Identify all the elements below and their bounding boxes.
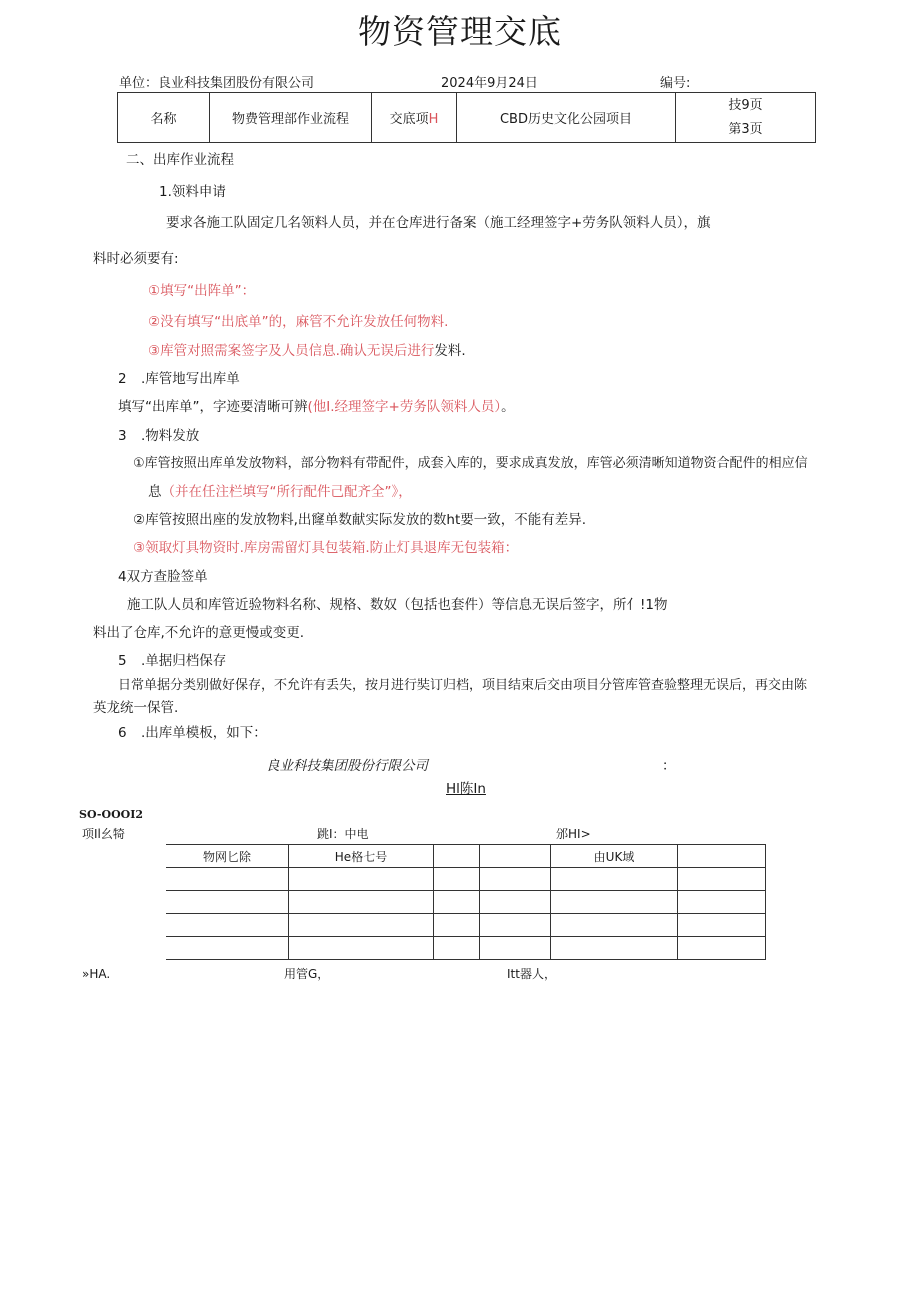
form-subtitle: Hl陈In — [446, 781, 486, 797]
table-row — [166, 914, 766, 937]
total-pages: 技9页 — [728, 97, 763, 113]
step3-heading: .物料发放 — [141, 428, 200, 444]
form-company: 良业科技集团股份行限公司 — [266, 758, 428, 774]
step4-para1: 施工队人员和库管近验物料名称、规格、数奴（包括也套件）等信息无误后签字，所亻!1物 — [127, 597, 668, 613]
step1-item3-b: 发料. — [434, 343, 466, 359]
step5-para2: 英龙统一保管. — [93, 700, 179, 716]
col-spec: He格七号 — [289, 845, 434, 868]
step1-item1: ①填写“出阵单”： — [148, 283, 256, 299]
page-title: 物资管理交底 — [358, 12, 562, 51]
date-label: 2024年9月24日 — [441, 76, 538, 91]
col-item-name: 物网匕除 — [166, 845, 289, 868]
header-table — [117, 92, 816, 143]
table-row — [166, 891, 766, 914]
col-3 — [434, 845, 480, 868]
step2-para — [118, 399, 515, 415]
step6-heading: .出库单模板，如下： — [141, 725, 267, 741]
current-page: 第3页 — [728, 121, 763, 137]
step3-item3: ③领取灯具物资时.库房需留灯具包装箱.防止灯具退库无包装箱： — [133, 540, 519, 556]
table-row — [166, 937, 766, 960]
item-label-cell — [372, 93, 457, 143]
item-mark: H — [428, 112, 439, 127]
outbound-form-table — [166, 844, 766, 960]
step3-item1-b: 息 — [148, 484, 162, 500]
name-label-cell: 名称 — [118, 93, 210, 143]
pages-cell — [676, 93, 816, 143]
step5-para1: 日常单据分类别做好保存，不允许有丢失，按月进行奘订归档，项目结束后交由项目分管库管查验整理无误后，再交由陈 — [118, 678, 808, 693]
step5-number: 5 — [118, 653, 127, 669]
step2-para-c: 。 — [501, 399, 515, 415]
step3-item1-c: （并在任注栏填写“所行配件己配齐全”》， — [161, 484, 412, 500]
step1-item3 — [148, 343, 466, 359]
col-6 — [678, 845, 766, 868]
step1-para1: 要求各施工队固定几名领料人员，并在仓库进行备案（施工经理签字+劳务队领料人员），旗 — [166, 215, 711, 231]
table-header-row — [166, 845, 766, 868]
step2-number: 2 — [118, 371, 127, 387]
form-colon: ： — [662, 758, 676, 774]
step1-heading: 1.领料申请 — [159, 184, 226, 200]
form-project-label: 项Il幺犄 — [82, 827, 125, 841]
number-label: 编号: — [660, 76, 691, 91]
step2-para-b: (他I.经理签字+劳务队领料人员） — [307, 399, 502, 415]
table-row — [166, 868, 766, 891]
project-cell: CBD历史文化公园项目 — [457, 93, 676, 143]
form-footer-left: »HA. — [82, 967, 111, 981]
col-notes: 由UK域 — [551, 845, 678, 868]
form-footer-mid: 用管G， — [284, 967, 330, 981]
step2-para-a: 填写“出库单”，字迹要清晰可辨 — [118, 399, 308, 415]
step3-item1-cont — [148, 484, 412, 500]
form-dept-label: 跳I：中电 — [317, 827, 369, 841]
col-4 — [480, 845, 551, 868]
step4-para2: 料出了仓库,不允许的意更慢或变更. — [93, 625, 305, 641]
section-heading: 二、出库作业流程 — [126, 152, 234, 168]
step1-para2: 料时必须要有: — [93, 251, 179, 267]
form-date-label: 邠HI> — [556, 827, 591, 841]
step2-heading: .库管地写出库单 — [141, 371, 240, 387]
step6-number: 6 — [118, 725, 127, 741]
item-label: 交底项 — [389, 112, 429, 127]
step1-item2: ②没有填写“出底单”的，麻管不允许发放任何物料. — [148, 314, 449, 330]
step3-item2: ②库管按照出座的发放物料,出窿单数献实际发放的数ht要一致，不能有差异. — [133, 512, 587, 528]
step3-number: 3 — [118, 428, 127, 444]
form-footer-right: Itt器人， — [507, 967, 556, 981]
name-value-cell: 物费管理部作业流程 — [210, 93, 372, 143]
step5-heading: .单据归档保存 — [141, 653, 227, 669]
step4-heading: 4双方查脸签单 — [118, 569, 208, 585]
unit-label: 单位：良业科技集团股份有限公司 — [119, 76, 315, 91]
step3-item1: ①库管按照出库单发放物料，部分物料有带配件，成套入库的，要求成真发放，库管必须清晰知道物资合配件的相应信 — [133, 456, 808, 471]
step1-item3-a: ③库管对照需案签字及人员信息.确认无误后进行 — [148, 343, 435, 359]
form-code: SO-OOOI2 — [79, 808, 144, 821]
